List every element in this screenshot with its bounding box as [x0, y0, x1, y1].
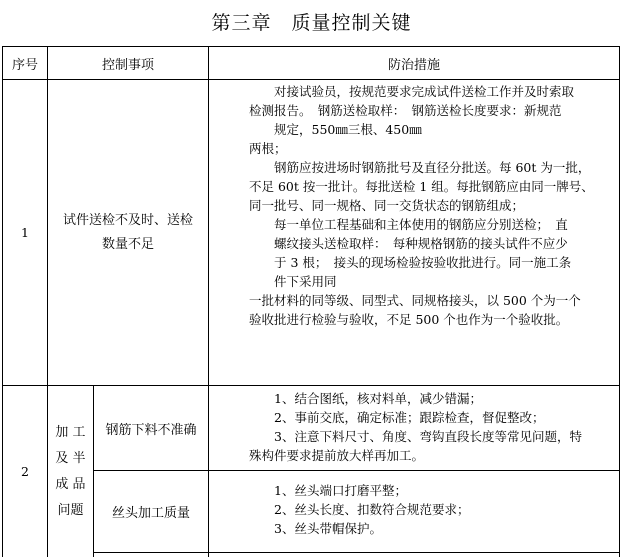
measure-line: 件下采用同 — [249, 274, 337, 289]
row1-number: 1 — [21, 225, 29, 240]
measure-line: 验收批进行检验与验收，不足 500 个也作为一个验收批。 — [249, 312, 569, 327]
row1-control-item — [48, 80, 208, 385]
row1-item-line: 数量不足 — [101, 236, 154, 252]
category-line: 问题 — [57, 502, 84, 518]
row2-sub2-item: 丝头加工质量 — [111, 506, 190, 521]
row1-item-line: 试件送检不及时、送检 — [62, 212, 193, 228]
measure-line: 3、注意下料尺寸、角度、弯钩直段长度等常见问题，特 — [249, 429, 582, 444]
category-line: 成 品 — [55, 476, 86, 492]
category-line: 及 半 — [55, 450, 86, 466]
measure-line: 3、丝头带帽保护。 — [249, 521, 382, 536]
row2-category — [48, 386, 93, 557]
page-title: 第三章 质量控制关键 — [211, 12, 412, 34]
measure-line: 每一单位工程基础和主体使用的钢筋应分别送检； 直 — [249, 217, 568, 232]
measure-line: 对接试验员，按规范要求完成试件送检工作并及时索取 — [249, 84, 575, 99]
measure-line: 殊构件要求提前放大样再加工。 — [249, 448, 425, 463]
measure-line: 螺纹接头送检取样： 每种规格钢筋的接头试件不应少 — [249, 236, 568, 251]
row2-sub2-measures — [249, 481, 619, 538]
header-control-item: 控制事项 — [101, 57, 154, 73]
measure-line: 2、事前交底，确定标准；跟踪检查，督促整改； — [249, 410, 545, 425]
category-line: 加 工 — [55, 424, 86, 440]
measure-line: 1、丝头端口打磨平整； — [249, 483, 407, 498]
measure-line: 规定，550㎜三根、450㎜ — [249, 122, 422, 137]
row2-sub1-item: 钢筋下料不准确 — [105, 422, 197, 438]
measure-line: 检测报告。 钢筋送检取样： 钢筋送检长度要求：新规范 — [249, 103, 562, 118]
measure-line: 钢筋应按进场时钢筋批号及直径分批送。每 60t 为一批， — [249, 160, 591, 175]
row1-measures — [249, 82, 619, 329]
measure-line: 于 3 根； 接头的现场检验按验收批进行。同一施工条 — [249, 255, 572, 270]
row2-sub1-measures — [249, 389, 619, 465]
measure-line: 1、结合图纸，核对料单，减少错漏； — [249, 391, 482, 406]
measure-line: 两根； — [249, 141, 287, 156]
row2-number: 2 — [21, 464, 29, 479]
measure-line: 一批材料的同等级、同型式、同规格接头，以 500 个为一个 — [249, 293, 581, 308]
header-seq: 序号 — [11, 57, 38, 73]
header-measures: 防治措施 — [387, 57, 440, 73]
measure-line: 2、丝头长度、扣数符合规范要求； — [249, 502, 470, 517]
measure-line: 不足 60t 按一批计。每批送检 1 组。每批钢筋应由同一牌号、 — [249, 179, 594, 194]
measure-line: 同一批号、同一规格、同一交货状态的钢筋组成； — [249, 198, 525, 213]
